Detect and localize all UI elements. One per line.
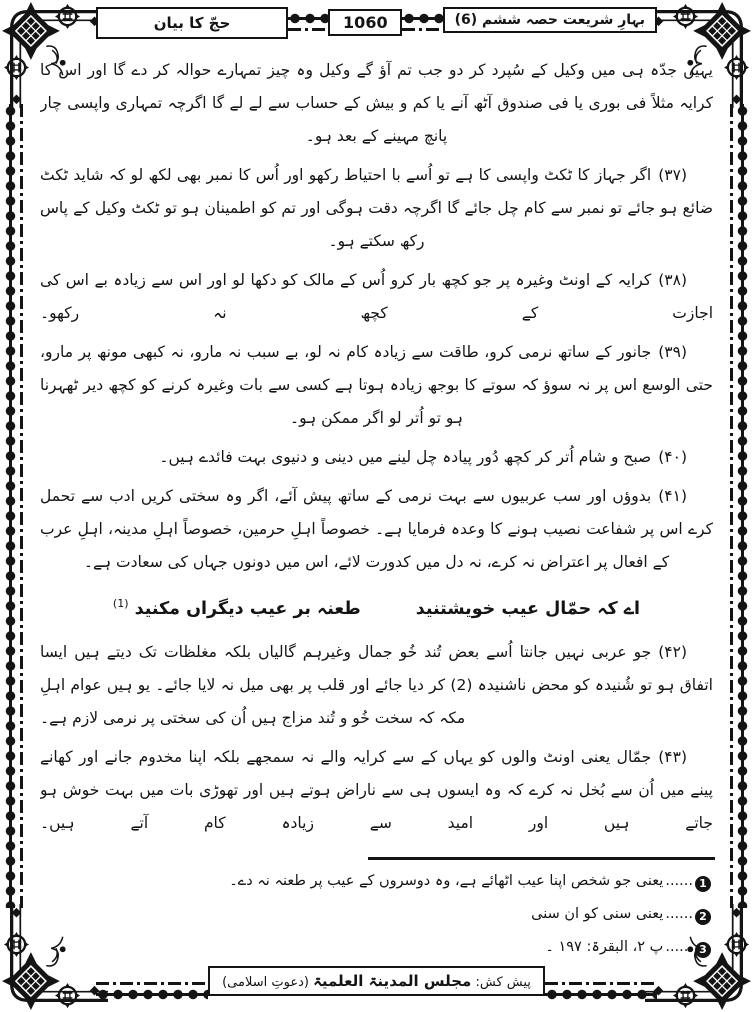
couplet-second-hemistich: طعنہ بر عیب دیگراں مکنید (134, 598, 361, 619)
footnote-marker-1: (1) (112, 597, 129, 610)
footnote-leader-dots: ...... (665, 939, 693, 955)
footer-chain-ornament (96, 978, 208, 1000)
footer-chain-ornament (545, 978, 657, 1000)
header-chain-ornament (288, 13, 328, 31)
credit-prefix: پیش کش: (475, 975, 531, 990)
page-footer (96, 964, 657, 1006)
paragraph: (۳۹)جانور کے ساتھ نرمی کرو، طاقت سے زیادہ کام نہ لو، بے سبب نہ مارو، نہ کبھی مونھ پر مارو، حتی الوسع اس پر نہ سوؤ کہ سوتے کا بوجھ زیادہ ہوتا ہے کسی سے بات وغیرہ کرنے کو کچھ دیر ٹھہرنا ہو تو اُتر لو اگر ممکن ہو۔ (40, 343, 713, 427)
paragraph: (۴۱)بدوؤں اور سب عربیوں سے بہت نرمی کے ساتھ پیش آئے، اگر وہ سختی کریں ادب سے تحمل کرے اس پر شفاعت نصیب ہونے کا وعدہ فرمایا ہے۔ خصوصاً اہلِ حرمین، خصوصاً اہلِ مدینہ، اہلِ عرب کے افعال پر اعتراض نہ کرے، نہ دل میں کدورت لائے، اس میں دونوں جہاں کی سعادت ہے۔ (40, 487, 713, 571)
publisher-name: مجلس المدینۃ العلمیۃ (313, 972, 472, 990)
footnote-number-badge: 2 (695, 909, 711, 925)
paragraph: (۳۸)کرایہ کے اونٹ وغیرہ پر جو کچھ بار کرو اُس کے مالک کو دکھا لو اور اس سے زیادہ بے اس کی اجازت کے کچھ نہ رکھو۔ (40, 271, 713, 322)
footnote-item (42, 898, 711, 931)
footnote-text: یعنی سنی کو ان سنی (531, 906, 664, 922)
body-text (40, 54, 713, 852)
footnote-separator (368, 857, 715, 860)
left-bead-border (5, 104, 16, 908)
footnote-number-badge: 3 (695, 942, 711, 958)
header-chain-ornament (402, 13, 442, 31)
couplet-first-hemistich: اے کہ حمّال عیب خویشتنید (415, 598, 641, 619)
publisher-credit (208, 966, 545, 996)
page-number: 1060 (328, 9, 402, 36)
chapter-title-box: حجّ کا بیان (96, 7, 288, 39)
right-dash-border (730, 104, 733, 908)
footnote-leader-dots: ...... (665, 873, 693, 889)
paragraph: (۳۷)اگر جہاز کا ٹکٹ واپسی کا ہے تو اُسے با احتیاط رکھو اور اُس کا نمبر بھی لکھ لو کہ شاید ٹکٹ ضائع ہو جائے تو نمبر سے کام چل جائے گا اگرچہ دقت ہوگی اور تم کو اطمینان ہو تو ٹکٹ وکیل کے پاس رکھ سکتے ہو۔ (40, 166, 713, 250)
footnote-item (42, 865, 711, 898)
paragraph: (۴۰)صبح و شام اُتر کر کچھ دُور پیادہ چل لینے میں دینی و دنیوی بہت فائدے ہیں۔ (159, 448, 687, 466)
paragraph (160, 846, 713, 852)
persian-couplet (40, 587, 713, 626)
book-title-box: بہارِ شریعت حصہ ششم (6) (443, 7, 657, 33)
paragraph: یہیں جدّہ ہی میں وکیل کے سُپرد کر دو جب تم آؤ گے وکیل وہ چیز تمہارے حوالہ کر دے گا اور اس کا کرایہ مثلاً فی بوری یا فی صندوق آٹھ آنے یا کم و بیش کے حساب سے لے لے گا اگرچہ تمہاری واپسی چار پانچ مہینے کے بعد ہو۔ (40, 61, 713, 145)
right-bead-border (737, 104, 748, 908)
footnote-leader-dots: ...... (665, 906, 693, 922)
footnote-item (42, 931, 711, 964)
paragraph: (۴۲)جو عربی نہیں جانتا اُسے بعض تُند خُو جمال وغیرہم گالیاں بلکہ مغلظات تک دیتے ہیں ایسا اتفاق ہو تو شُنیدہ کو محض ناشنیدہ (2) کر دیا جائے اور قلب پر بھی میل نہ لایا جائے۔ یو ہیں عوام اہلِ مکہ کہ سخت خُو و تُند مزاج ہیں اُن کی سختی پر نرمی لازم ہے۔ (40, 642, 713, 727)
page-header (96, 5, 657, 43)
footnote-text: پ ۲، البقرۃ: ۱۹۷ ۔ (545, 939, 664, 955)
paragraph: (۴۳)جمّال یعنی اونٹ والوں کو یہاں کے سے کرایہ والے نہ سمجھے بلکہ اپنا مخدوم جانے اور کھانے پینے میں اُن سے بُخل نہ کرے کہ وہ ایسوں ہی سے ناراض ہوتے ہیں اور تھوڑی بات میں بہت خوش ہو جاتے ہیں اور امید سے زیادہ کام آتے ہیں۔ (40, 747, 713, 832)
left-dash-border (20, 104, 23, 908)
credit-suffix: (دعوتِ اسلامی) (222, 975, 309, 990)
footnote-text: یعنی جو شخص اپنا عیب اٹھائے ہے، وہ دوسروں کے عیب پر طعنہ نہ دے۔ (229, 873, 664, 889)
footnote-number-badge: 1 (695, 876, 711, 892)
footnotes (42, 865, 711, 964)
